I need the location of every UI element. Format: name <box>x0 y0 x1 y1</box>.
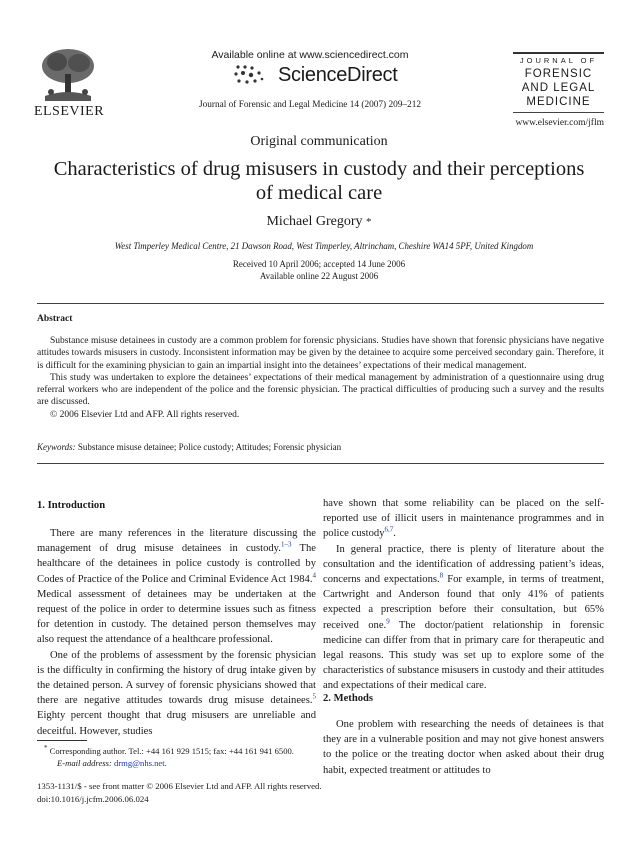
email-link[interactable]: drmg@nhs.net <box>113 757 165 768</box>
received-dates: Received 10 April 2006; accepted 14 June 2006 <box>232 259 406 269</box>
sciencedirect-dots-icon <box>232 63 276 89</box>
abstract-paragraph-2: This study was undertaken to explore the detainees’ expectations of their medical management by administration of a questionnaire using drug referral workers who are independent of the police and the forensic physician. The practical difficulties of producing such a survey and the results are discussed. <box>37 372 604 408</box>
publisher-name: ELSEVIER <box>33 104 105 119</box>
methods-body <box>323 717 604 778</box>
reference-link-5[interactable]: 5 <box>312 692 316 701</box>
reference-link-8[interactable]: 8 <box>439 571 444 580</box>
elsevier-tree-icon <box>37 46 99 104</box>
reference-link-1-3[interactable]: 1–3 <box>280 540 292 549</box>
author-name: Michael Gregory <box>266 214 363 229</box>
abstract-body <box>37 335 604 421</box>
reference-link-4[interactable]: 4 <box>312 571 316 580</box>
article-title-line1: Characteristics of drug misusers in custody and their perceptions <box>53 158 585 180</box>
author-affiliation: West Timperley Medical Centre, 21 Dawson Road, West Timperley, Altrincham, Cheshire WA14 5PF, United Kingdom <box>114 241 534 251</box>
introduction-heading: 1. Introduction <box>37 500 106 511</box>
journal-title-line3: MEDICINE <box>526 96 591 108</box>
right-paragraph-2: In general practice, there is plenty of literature about the consultation and the identification of addressing patient’s ideas, concerns and expectations.$^8$ For example, in terms of treatment, Cartwright and Anderson found that only 41% of patients expected a prescription before their consultation, but 65% received one.$^9$ The doctor/patient relationship in forensic medicine can differ from that in primary care for therapeutic and legal reasons. This study was set up to explore some of the characteristics of substance misusers in custody and their attitudes and expectations of their medical care. <box>323 543 604 692</box>
introduction-body <box>37 526 316 739</box>
sciencedirect-brand: ScienceDirect <box>278 64 398 86</box>
sciencedirect-logo <box>232 62 412 90</box>
journal-citation: Journal of Forensic and Legal Medicine 14 (2007) 209–212 <box>198 100 422 110</box>
abstract-paragraph-1: Substance misuse detainees in custody are a common problem for forensic physicians. Studies have shown that forensic physicians have negative attitudes towards misusers in custody. Inconsistent information may be given by the detainee to acquire some perceived secondary gain. Therefore, it is difficult for the examining physician to gain an impartial insight into the detainees’ expectations of their medical management. <box>37 336 604 371</box>
available-online-date: Available online 22 August 2006 <box>259 271 379 281</box>
elsevier-logo <box>37 46 99 104</box>
article-type: Original communication <box>250 134 388 149</box>
introduction-paragraph-2: One of the problems of assessment by the forensic physician is the difficulty in confirming the history of drug intake given by the detained person. A survey of forensic physicians showed that there are negative attitudes towards drug misuse detainees.$^5$ Eighty percent thought that drug misusers are unreliable and deceitful. However, studies <box>37 649 316 737</box>
journal-small-title: JOURNAL OF <box>519 56 598 65</box>
keywords-text: Substance misuse detainee; Police custody; Attitudes; Forensic physician <box>77 442 342 452</box>
footnote-email: E-mail address: drmg@nhs.net. <box>57 757 167 768</box>
keywords-label: Keywords: <box>37 442 76 452</box>
article-title-line2: of medical care <box>255 182 383 204</box>
reference-link-9[interactable]: 9 <box>386 617 390 626</box>
author-footnote-mark[interactable]: * <box>366 216 372 228</box>
methods-paragraph-1: One problem with researching the needs of detainees is that they are in a vulnerable position and may not give honest answers to the police or the treating doctor when asked about their drug habit, expected treatment or attitudes to <box>323 719 604 776</box>
keywords-line <box>37 442 604 452</box>
journal-url: www.elsevier.com/jflm <box>515 118 604 128</box>
methods-heading: 2. Methods <box>323 693 374 704</box>
introduction-paragraph-1: There are many references in the literature discussing the management of drug misuse detainees in custody.$^{1-3}$ The healthcare of the detainees in police custody is controlled by Codes of Practice of the Police and Criminal Evidence Act 1984.$^4$ Medical assessment of detainees may be undertaken at the request of the police in order to determine issues such as fitness for detention in custody. The detained person themselves may also request the attendance of a healthcare professional. <box>37 528 316 646</box>
journal-title-line1: FORENSIC <box>524 68 593 80</box>
abstract-heading: Abstract <box>37 314 73 324</box>
abstract-copyright: © 2006 Elsevier Ltd and AFP. All rights reserved. <box>50 409 240 420</box>
author-line <box>0 214 638 230</box>
available-online-text: Available online at www.sciencedirect.com <box>211 49 409 61</box>
footer-front-matter: 1353-1131/$ - see front matter © 2006 Elsevier Ltd and AFP. All rights reserved. <box>37 781 322 791</box>
reference-link-6-7[interactable]: 6,7 <box>384 525 394 534</box>
footnote-text: * Corresponding author. Tel.: +44 161 929 1515; fax: +44 161 941 6500. <box>44 744 294 756</box>
right-column-body <box>323 496 604 694</box>
right-paragraph-1: have shown that some reliability can be placed on the self-reported use of illicit users in maintenance programmes and in police custody$^{6,7}$. <box>323 498 604 540</box>
journal-title-line2: AND LEGAL <box>521 82 596 94</box>
footer-doi: doi:10.1016/j.jcfm.2006.06.024 <box>37 794 149 804</box>
footnote <box>37 746 317 769</box>
